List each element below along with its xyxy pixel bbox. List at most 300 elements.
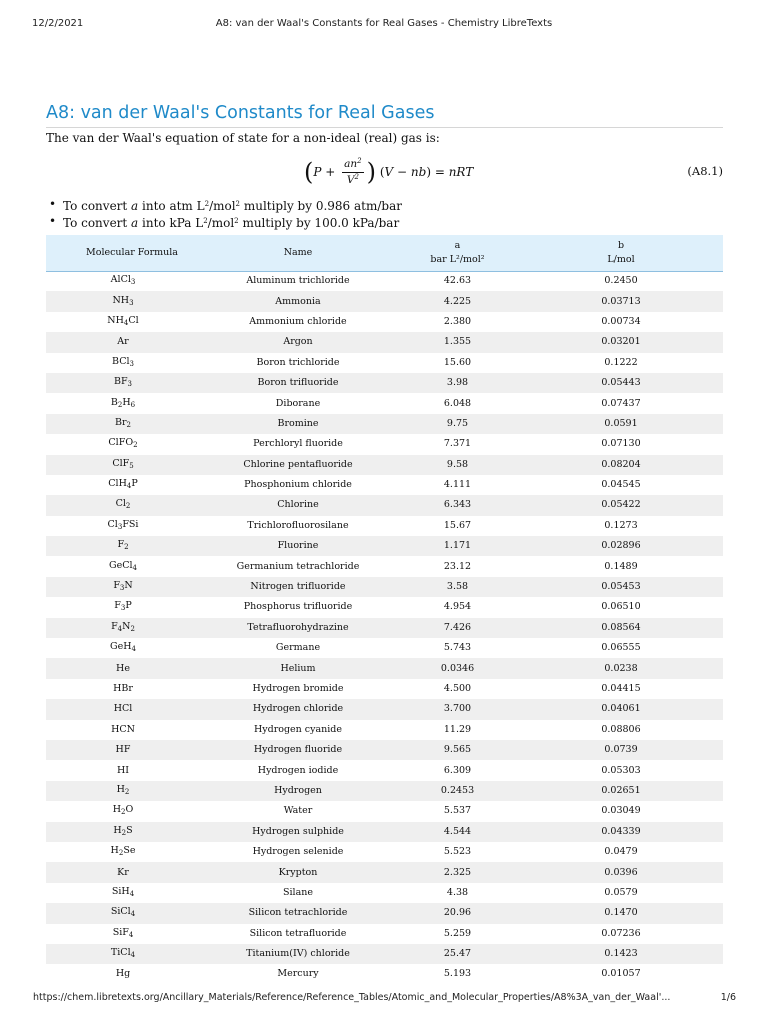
page-title: A8: van der Waal's Constants for Real Gases [46, 103, 435, 123]
van-der-waals-constants-table [46, 235, 723, 985]
conversion-note [46, 213, 402, 230]
formula-element: B [112, 355, 120, 367]
cell-name: Boron trichloride [256, 356, 340, 368]
cell-formula [46, 679, 200, 699]
formula-subscript: 3 [119, 584, 125, 593]
formula-element: Cl [128, 314, 139, 326]
print-header [32, 18, 736, 32]
cell-b: 0.0479 [604, 846, 638, 858]
cell-formula [46, 862, 200, 882]
cell-b: 0.2450 [604, 275, 638, 287]
formula-subscript: 4 [126, 482, 132, 491]
cell-formula [46, 883, 200, 903]
table-row [46, 924, 723, 944]
formula-element: HCl [113, 703, 133, 715]
table-row [46, 964, 723, 984]
cell-formula [46, 475, 200, 495]
print-page-number: 1/6 [720, 992, 736, 1003]
cell-name: Hydrogen [274, 784, 322, 796]
table-row [46, 679, 723, 699]
formula-element: O [125, 437, 134, 449]
cell-name: Ammonia [275, 295, 321, 307]
cell-name: Chlorine pentafluoride [243, 458, 353, 470]
formula-element: Ge [109, 559, 123, 571]
header-molecular-formula: Molecular Formula [46, 235, 200, 271]
cell-a: 6.343 [443, 499, 472, 511]
cell-b: 0.1470 [604, 907, 638, 919]
note-sym: a [131, 199, 139, 213]
formula-element: He [116, 662, 130, 674]
formula-element: HCN [111, 723, 135, 735]
cell-formula [46, 455, 200, 475]
formula-element: HBr [113, 683, 133, 694]
cell-b: 0.05443 [601, 377, 641, 389]
cell-name: Hydrogen sulphide [252, 825, 344, 837]
formula-subscript: 4 [131, 645, 136, 654]
note-post: multiply by 100.0 kPa/bar [238, 216, 400, 230]
print-page-title: A8: van der Waal's Constants for Real Gases - Chemistry LibreTexts [215, 18, 553, 29]
cell-a: 9.75 [446, 417, 469, 429]
cell-name: Trichlorofluorosilane [247, 519, 349, 531]
equation-number: (A8.1) [687, 164, 723, 178]
cell-b: 0.08204 [601, 458, 641, 470]
cell-b: 0.05453 [601, 581, 641, 593]
cell-name: Aluminum trichloride [246, 275, 350, 287]
cell-formula [46, 556, 200, 576]
formula-element: Cl [122, 559, 133, 571]
cell-b: 0.07130 [601, 438, 641, 450]
header-a-unit: bar L²/mol² [430, 253, 485, 265]
cell-a: 5.743 [443, 642, 472, 654]
formula-element: Cl [107, 518, 118, 530]
formula-subscript: 2 [126, 420, 131, 429]
note-mid2: /mol [207, 216, 235, 230]
formula-element: Si [110, 906, 121, 918]
formula-element: H [112, 804, 122, 816]
formula-subscript: 4 [117, 624, 123, 633]
note-mid: into atm L [138, 199, 205, 213]
formula-element: H [116, 783, 125, 795]
cell-a: 0.0346 [440, 662, 475, 674]
formula-element: H [110, 845, 119, 857]
table-row [46, 475, 723, 495]
header-name: Name [200, 235, 396, 271]
cell-a: 6.309 [443, 764, 472, 776]
header-a [396, 235, 519, 271]
cell-name: Chlorine [277, 499, 319, 511]
formula-element: N [112, 294, 121, 306]
table-row [46, 822, 723, 842]
cell-a: 4.225 [443, 295, 472, 307]
cell-formula [46, 495, 200, 515]
formula-element: N [124, 580, 133, 592]
cell-formula [46, 393, 200, 413]
cell-name: Germanium tetrachloride [236, 560, 360, 572]
formula-element: F [122, 518, 129, 530]
cell-a: 4.111 [443, 479, 472, 491]
table-row [46, 291, 723, 311]
cell-formula [46, 638, 200, 658]
cell-a: 25.47 [443, 948, 472, 960]
cell-a: 3.98 [446, 377, 469, 389]
formula-element: Cl [120, 274, 131, 286]
van-der-waals-equation [46, 152, 723, 192]
cell-a: 4.500 [443, 683, 472, 694]
formula-element: F [111, 620, 118, 632]
cell-b: 0.04415 [601, 683, 641, 694]
cell-formula [46, 312, 200, 332]
cell-a: 2.380 [443, 315, 472, 327]
formula-element: Cl [115, 498, 126, 510]
cell-name: Krypton [278, 866, 318, 878]
cell-formula [46, 658, 200, 678]
formula-subscript: 2 [125, 502, 131, 511]
formula-subscript: 4 [130, 951, 136, 960]
formula-element: HI [116, 764, 130, 776]
header-a-symbol: a [454, 239, 461, 251]
cell-formula [46, 271, 200, 291]
note-pre: To convert [63, 199, 132, 213]
formula-subscript: 4 [132, 563, 137, 572]
cell-name: Hydrogen cyanide [253, 723, 343, 735]
title-divider [46, 127, 723, 128]
formula-element: B [110, 396, 118, 408]
formula-element: H [115, 314, 124, 326]
table-row [46, 720, 723, 740]
table-row [46, 597, 723, 617]
note-sup1: 2 [204, 200, 210, 208]
table-row [46, 638, 723, 658]
cell-a: 2.325 [443, 866, 472, 878]
formula-element: H [122, 396, 131, 408]
cell-a: 5.523 [443, 846, 472, 858]
cell-b: 0.03201 [601, 336, 641, 348]
table-row [46, 862, 723, 882]
table-row [46, 455, 723, 475]
cell-formula [46, 291, 200, 311]
cell-a: 1.171 [443, 540, 472, 552]
cell-formula [46, 781, 200, 801]
cell-formula [46, 740, 200, 760]
cell-name: Bromine [277, 417, 319, 429]
formula-element: N [122, 620, 131, 632]
formula-element: Cl [119, 355, 130, 367]
cell-formula [46, 964, 200, 984]
formula-subscript: 6 [130, 400, 136, 409]
cell-name: Tetrafluorohydrazine [247, 621, 349, 633]
cell-a: 5.537 [443, 805, 472, 817]
table-row [46, 801, 723, 821]
table-row [46, 658, 723, 678]
cell-name: Water [283, 805, 313, 817]
formula-subscript: 2 [130, 624, 135, 633]
table-body [46, 271, 723, 985]
table-row [46, 556, 723, 576]
cell-b: 0.0591 [604, 417, 638, 429]
equation-fraction: $\frac{an^2}{V^2}$ [344, 156, 362, 186]
cell-a: 5.259 [443, 927, 472, 939]
formula-element: Cl [112, 457, 123, 469]
cell-b: 0.05422 [601, 499, 641, 511]
cell-a: 9.58 [446, 458, 469, 470]
formula-element: Ge [110, 641, 124, 653]
cell-a: 7.371 [443, 438, 472, 450]
table-row [46, 353, 723, 373]
cell-a: 9.565 [443, 744, 472, 756]
conversion-note [46, 196, 402, 213]
formula-element: Cl [108, 478, 119, 490]
table-row [46, 271, 723, 291]
cell-name: Perchloryl fluoride [253, 438, 343, 450]
cell-name: Titanium(IV) chloride [246, 948, 350, 960]
formula-element: Cl [120, 947, 131, 959]
table-row [46, 944, 723, 964]
cell-a: 5.193 [443, 968, 472, 980]
cell-formula [46, 822, 200, 842]
formula-element: O [125, 804, 134, 816]
table-row [46, 781, 723, 801]
note-sup2: 2 [234, 217, 239, 225]
cell-name: Fluorine [277, 540, 319, 552]
formula-element: Kr [117, 866, 129, 878]
formula-subscript: 3 [129, 298, 134, 307]
formula-element: P [125, 600, 132, 612]
formula-element: Hg [115, 968, 131, 980]
table-row [46, 760, 723, 780]
cell-a: 4.544 [443, 825, 472, 837]
conversion-notes [46, 196, 402, 230]
cell-a: 1.355 [443, 336, 472, 348]
cell-b: 0.06510 [601, 601, 641, 613]
formula-element: Ti [110, 947, 121, 959]
formula-element: Ar [117, 336, 129, 348]
table-header-row [46, 235, 723, 271]
cell-a: 15.60 [443, 356, 472, 368]
table-row [46, 516, 723, 536]
cell-formula [46, 699, 200, 719]
formula-element: H [118, 478, 127, 490]
header-b-symbol: b [617, 239, 625, 251]
cell-b: 0.07236 [601, 927, 641, 939]
cell-name: Silicon tetrachloride [248, 907, 348, 919]
table-row [46, 883, 723, 903]
cell-a: 3.58 [446, 581, 469, 593]
cell-b: 0.0739 [604, 744, 638, 756]
cell-a: 15.67 [443, 519, 472, 531]
cell-formula [46, 760, 200, 780]
cell-b: 0.1423 [604, 948, 638, 960]
table-row [46, 618, 723, 638]
header-b [519, 235, 723, 271]
cell-b: 0.07437 [601, 397, 641, 409]
formula-subscript: 2 [133, 441, 138, 450]
formula-subscript: 2 [117, 400, 123, 409]
formula-element: HF [115, 744, 131, 756]
cell-a: 6.048 [443, 397, 472, 409]
table-row [46, 577, 723, 597]
note-mid: into kPa L [138, 216, 204, 230]
formula-element: Se [123, 845, 136, 857]
print-footer [33, 992, 736, 1006]
formula-element: F [120, 376, 128, 388]
cell-a: 11.29 [443, 723, 472, 735]
cell-formula [46, 434, 200, 454]
cell-b: 0.1489 [604, 560, 638, 572]
formula-element: N [107, 314, 116, 326]
cell-name: Ammonium chloride [249, 315, 347, 327]
cell-b: 0.08564 [601, 621, 641, 633]
formula-element: S [126, 824, 133, 836]
formula-element: F [122, 926, 129, 938]
cell-a: 4.954 [443, 601, 472, 613]
equation-body: ( P + $\frac{an^2}{V^2}$ ) ( V − nb ) = nRT [304, 156, 474, 186]
formula-element: P [131, 478, 138, 490]
formula-subscript: 2 [121, 808, 126, 817]
cell-name: Argon [283, 336, 313, 348]
cell-b: 0.01057 [601, 968, 641, 980]
cell-formula [46, 801, 200, 821]
intro-paragraph: The van der Waal's equation of state for a non-ideal (real) gas is: [46, 131, 440, 145]
cell-b: 0.1222 [604, 356, 638, 368]
cell-b: 0.02651 [601, 784, 641, 796]
table-row [46, 495, 723, 515]
cell-name: Phosphorus trifluoride [243, 601, 353, 613]
formula-subscript: 2 [118, 849, 124, 858]
formula-element: F [117, 539, 125, 551]
formula-subscript: 5 [129, 461, 134, 470]
cell-name: Silicon tetrafluoride [249, 927, 347, 939]
cell-name: Hydrogen bromide [252, 683, 344, 694]
cell-a: 7.426 [443, 621, 472, 633]
formula-subscript: 4 [129, 889, 135, 898]
cell-name: Nitrogen trifluoride [250, 581, 346, 593]
table-row [46, 373, 723, 393]
cell-b: 0.00734 [601, 315, 641, 327]
note-post: multiply by 0.986 atm/bar [240, 199, 402, 213]
formula-element: F [122, 457, 130, 469]
print-date: 12/2/2021 [32, 18, 84, 29]
table-row [46, 699, 723, 719]
cell-formula [46, 597, 200, 617]
note-sup1: 2 [203, 217, 208, 225]
formula-element: H [121, 885, 130, 897]
cell-name: Hydrogen selenide [252, 846, 344, 858]
cell-a: 42.63 [443, 275, 472, 287]
cell-name: Hydrogen fluoride [253, 744, 343, 756]
note-mid2: /mol [209, 199, 236, 213]
table-row [46, 434, 723, 454]
formula-element: Cl [120, 906, 131, 918]
cell-name: Germane [275, 642, 321, 654]
cell-formula [46, 903, 200, 923]
cell-a: 23.12 [443, 560, 472, 572]
formula-subscript: 4 [123, 318, 129, 327]
cell-name: Mercury [277, 968, 319, 980]
formula-element: Si [128, 518, 139, 530]
formula-subscript: 2 [124, 543, 129, 552]
formula-element: H [120, 294, 130, 306]
cell-formula [46, 720, 200, 740]
cell-b: 0.08806 [601, 723, 641, 735]
cell-name: Diborane [275, 397, 321, 409]
formula-element: Si [111, 885, 122, 897]
cell-a: 3.700 [443, 703, 472, 715]
cell-b: 0.1273 [604, 519, 638, 531]
formula-element: Al [110, 274, 121, 286]
table-row [46, 903, 723, 923]
formula-subscript: 2 [121, 828, 127, 837]
cell-formula [46, 924, 200, 944]
cell-name: Silane [283, 886, 313, 898]
cell-b: 0.0396 [604, 866, 638, 878]
cell-b: 0.04061 [601, 703, 641, 715]
formula-element: F [114, 600, 121, 612]
cell-formula [46, 944, 200, 964]
cell-a: 0.2453 [440, 784, 475, 796]
cell-formula [46, 332, 200, 352]
formula-element: H [123, 641, 132, 653]
cell-formula [46, 618, 200, 638]
table-row [46, 332, 723, 352]
formula-element: B [113, 376, 121, 388]
cell-name: Phosphonium chloride [244, 479, 352, 491]
formula-subscript: 3 [117, 522, 123, 531]
table-row [46, 312, 723, 332]
cell-name: Helium [280, 662, 316, 674]
note-sym: a [131, 216, 139, 230]
formula-subscript: 3 [130, 278, 136, 287]
cell-b: 0.04339 [601, 825, 641, 837]
header-b-unit: L/mol [607, 253, 635, 265]
formula-subscript: 3 [127, 380, 133, 389]
note-sup2: 2 [235, 200, 241, 208]
formula-subscript: 4 [130, 910, 136, 919]
cell-b: 0.0238 [604, 662, 638, 674]
cell-a: 20.96 [443, 907, 472, 919]
cell-b: 0.02896 [601, 540, 641, 552]
print-url: https://chem.libretexts.org/Ancillary_Materials/Reference/Reference_Tables/Atomic_and_Molecular_Properties/A8%3A_van_der_Waal'... [33, 992, 671, 1003]
cell-formula [46, 577, 200, 597]
cell-formula [46, 353, 200, 373]
cell-name: Boron trifluoride [257, 377, 339, 389]
formula-element: Cl [108, 437, 119, 449]
cell-b: 0.06555 [601, 642, 641, 654]
cell-formula [46, 414, 200, 434]
formula-subscript: 3 [120, 604, 126, 613]
table-row [46, 414, 723, 434]
table-row [46, 393, 723, 413]
formula-subscript: 4 [128, 930, 134, 939]
cell-formula [46, 842, 200, 862]
formula-element: Br [115, 416, 127, 428]
cell-b: 0.03713 [601, 295, 641, 307]
cell-b: 0.05303 [601, 764, 641, 776]
cell-b: 0.0579 [604, 886, 638, 898]
cell-formula [46, 373, 200, 393]
formula-element: F [118, 437, 126, 449]
formula-subscript: 2 [124, 787, 130, 796]
note-pre: To convert [63, 216, 132, 230]
table-row [46, 842, 723, 862]
table-row [46, 536, 723, 556]
cell-name: Hydrogen chloride [252, 703, 344, 715]
formula-element: H [113, 824, 122, 836]
cell-b: 0.04545 [601, 479, 641, 491]
cell-b: 0.03049 [601, 805, 641, 817]
cell-formula [46, 536, 200, 556]
formula-element: Si [112, 926, 123, 938]
cell-a: 4.38 [446, 886, 469, 898]
